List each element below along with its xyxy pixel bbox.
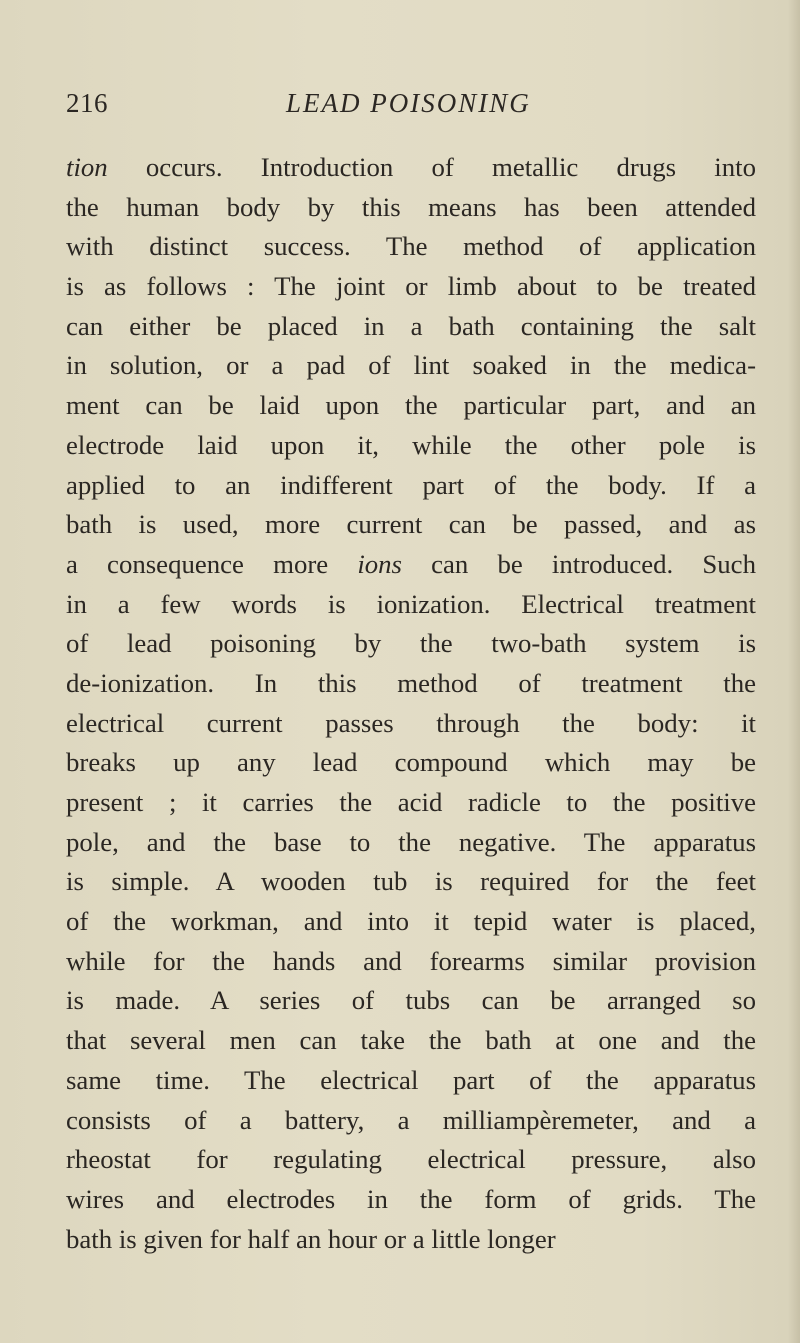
page-header xyxy=(66,88,756,128)
text-line: can either be placed in a bath containing the salt xyxy=(66,310,756,341)
italic-word: tion xyxy=(66,152,108,182)
text-line: of lead poisoning by the two-bath system is xyxy=(66,628,756,659)
text-line: same time. The electrical part of the apparatus xyxy=(66,1064,756,1095)
text-line: while for the hands and forearms similar provision xyxy=(66,945,756,976)
text-line: rheostat for regulating electrical pressure, also xyxy=(66,1144,756,1175)
text-span: occurs. Introduction of metallic drugs into xyxy=(107,152,756,182)
text-line: with distinct success. The method of application xyxy=(66,231,756,262)
text-line: present ; it carries the acid radicle to the positive xyxy=(66,787,756,817)
text-line: bath is given for half an hour or a little longer xyxy=(66,1223,556,1254)
text-line xyxy=(66,148,756,188)
text-span: can be introduced. Such xyxy=(401,548,756,579)
text-line: consists of a battery, a milliampèremeter, and a xyxy=(66,1104,756,1135)
page-number: 216 xyxy=(66,88,108,118)
running-head: LEAD POISONING xyxy=(286,88,531,118)
text-line: the human body by this means has been attended xyxy=(66,191,756,222)
text-line: is as follows : The joint or limb about to be treated xyxy=(66,271,756,302)
text-line: in solution, or a pad of lint soaked in the medica- xyxy=(66,350,756,381)
text-line: applied to an indifferent part of the body. If a xyxy=(66,469,756,500)
text-line: bath is used, more current can be passed, and as xyxy=(66,509,756,540)
text-line: electrode laid upon it, while the other pole is xyxy=(66,429,756,460)
italic-word: ions xyxy=(357,548,402,579)
text-line: in a few words is ionization. Electrical treatment xyxy=(66,588,756,619)
text-line: of the workman, and into it tepid water is placed, xyxy=(66,906,756,937)
text-line: is made. A series of tubs can be arranged so xyxy=(66,985,756,1016)
text-line: pole, and the base to the negative. The apparatus xyxy=(66,826,756,857)
text-span: a consequence more xyxy=(66,548,358,579)
text-line: wires and electrodes in the form of grids. The xyxy=(66,1183,756,1214)
text-line: de-ionization. In this method of treatment the xyxy=(66,667,756,698)
text-line: ment can be laid upon the particular part, and an xyxy=(66,390,756,421)
text-line: electrical current passes through the body: it xyxy=(66,707,756,738)
text-line: is simple. A wooden tub is required for the feet xyxy=(66,866,756,897)
body-paragraph xyxy=(66,148,756,1259)
text-line: that several men can take the bath at one and the xyxy=(66,1025,756,1056)
text-line xyxy=(66,545,756,585)
text-line: breaks up any lead compound which may be xyxy=(66,747,756,778)
page-edge-shadow xyxy=(788,0,800,1343)
